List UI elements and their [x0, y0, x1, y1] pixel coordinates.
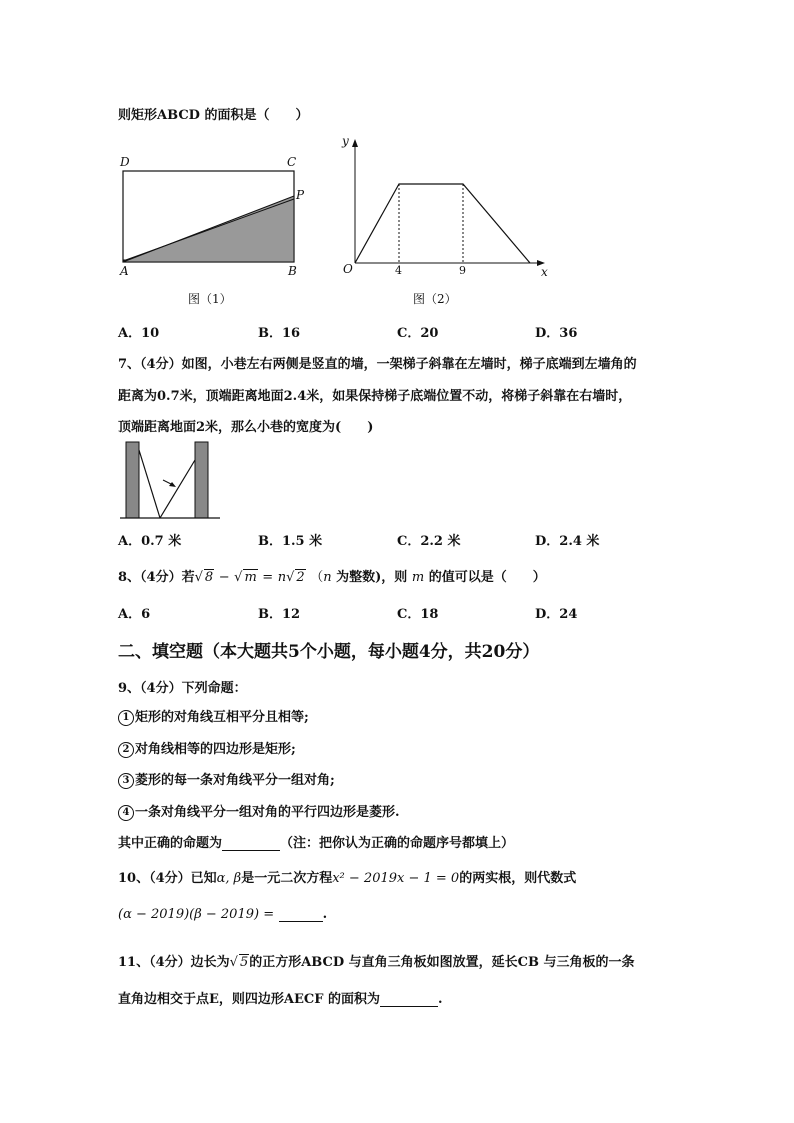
q8-option-b: B．12 — [258, 607, 301, 622]
fig2-label-o: O — [343, 262, 353, 276]
q8-suffix: 的值可以是（ ） — [428, 570, 546, 585]
q9-answer-blank[interactable] — [222, 850, 280, 851]
q10-end: . — [322, 907, 328, 922]
q10-prefix: 10、（4分）已知 — [118, 871, 217, 886]
figure-1-rectangle — [118, 150, 308, 290]
q9-item-4 — [118, 801, 400, 821]
q10-expr: (α − 2019)(β − 2019) = — [118, 907, 275, 922]
q8-m: m — [411, 570, 425, 585]
q9-text-1: 矩形的对角线互相平分且相等; — [135, 710, 309, 725]
q8-option-c: C．18 — [397, 607, 439, 622]
q10-stem — [118, 867, 576, 886]
q10-vars: α, β — [216, 871, 242, 886]
q11-line-1: 11、（4分）边长为√ 5的正方形ABCD 与直角三角板如图放置，延长CB 与三角板的一条 — [118, 955, 635, 970]
q9-num-3: 3 — [118, 773, 134, 789]
q7-line-3: 顶端距离地面2米，那么小巷的宽度为( ) — [118, 420, 374, 435]
q10-suffix: 的两实根，则代数式 — [459, 871, 577, 886]
fig2-label-y: y — [342, 134, 349, 148]
q10-answer-blank[interactable] — [279, 921, 323, 922]
q7-option-d: D．2.4 米 — [535, 534, 600, 549]
q9-text-4: 一条对角线平分一组对角的平行四边形是菱形. — [135, 805, 400, 820]
q8-sqrt-m: m — [244, 570, 257, 585]
q11-prefix: 11、（4分）边长为 — [118, 955, 230, 970]
fig1-label-p: P — [296, 188, 305, 202]
q8-option-a: A．6 — [118, 607, 151, 622]
q11-line2-text: 直角边相交于点E，则四边形AECF 的面积为 — [118, 992, 381, 1007]
q7-option-c: C．2.2 米 — [397, 534, 461, 549]
figure-2-graph — [330, 135, 550, 285]
q9-item-2 — [118, 738, 296, 758]
fig1-label-d: D — [120, 155, 130, 169]
q11-line1-rest: 的正方形ABCD 与直角三角板如图放置，延长CB 与三角板的一条 — [249, 955, 635, 970]
q11-answer-blank[interactable] — [380, 1006, 438, 1007]
q8-paren-rest: 为整数)，则 — [336, 570, 408, 585]
q8-n: n — [277, 570, 287, 585]
fig2-tick-9: 9 — [459, 264, 466, 277]
figure-alley-ladder — [118, 438, 223, 523]
q6-option-d: D．36 — [535, 326, 578, 341]
q8-stem: 8、（4分）若√ 8 − √ m = n√ 2 （n 为整数)，则 m 的值可以是（ ） — [118, 570, 546, 585]
q7-line-1: 7、（4分）如图，小巷左右两侧是竖直的墙，一架梯子斜靠在左墙时，梯子底端到左墙角的 — [118, 357, 637, 372]
q9-item-3 — [118, 769, 335, 789]
fig2-tick-4: 4 — [395, 264, 402, 277]
q11-sqrt-5: 5 — [239, 955, 249, 970]
q9-item-1 — [118, 706, 309, 726]
q10-mid: 是一元二次方程 — [241, 871, 333, 886]
q9-answer-prefix: 其中正确的命题为 — [118, 836, 223, 851]
q8-equals: = — [262, 570, 274, 585]
q6-option-b: B．16 — [258, 326, 301, 341]
q9-num-2: 2 — [118, 742, 134, 758]
q8-sqrt-8: 8 — [204, 570, 214, 585]
q8-option-d: D．24 — [535, 607, 578, 622]
fig1-caption: 图（1） — [188, 292, 232, 306]
q10-expression — [118, 907, 327, 922]
q7-option-a: A．0.7 米 — [118, 534, 182, 549]
fig2-label-x: x — [541, 265, 548, 279]
fig2-caption: 图（2） — [413, 292, 457, 306]
q7-line-2: 距离为0.7米，顶端距离地面2.4米，如果保持梯子底端位置不动，将梯子斜靠在右墙时， — [118, 389, 632, 404]
q6-option-a: A．10 — [118, 326, 160, 341]
q9-num-1: 1 — [118, 710, 134, 726]
q11-line-2 — [118, 988, 443, 1007]
q8-prefix: 8、（4分）若 — [118, 570, 195, 585]
fig1-label-c: C — [287, 155, 297, 169]
q10-equation: x² − 2019x − 1 = 0 — [332, 871, 460, 886]
fig1-label-b: B — [288, 264, 297, 278]
q8-minus: − — [218, 570, 230, 585]
q11-end: . — [438, 992, 443, 1007]
q6-tail-text: 则矩形ABCD 的面积是（ ） — [118, 108, 309, 123]
section-2-heading: 二、填空题（本大题共5个小题，每小题4分，共20分） — [118, 642, 540, 662]
q7-option-b: B．1.5 米 — [258, 534, 323, 549]
q9-answer-suffix: （注：把你认为正确的命题序号都填上） — [280, 836, 515, 851]
q8-paren-n: n — [323, 570, 332, 585]
q9-stem: 9、（4分）下列命题： — [118, 681, 247, 696]
q9-text-2: 对角线相等的四边形是矩形; — [135, 742, 296, 757]
q9-text-3: 菱形的每一条对角线平分一组对角; — [135, 773, 335, 788]
q8-sqrt-2: 2 — [296, 570, 305, 585]
q9-num-4: 4 — [118, 805, 134, 821]
fig1-label-a: A — [120, 264, 129, 278]
q9-answer — [118, 832, 514, 851]
q6-option-c: C．20 — [397, 326, 439, 341]
